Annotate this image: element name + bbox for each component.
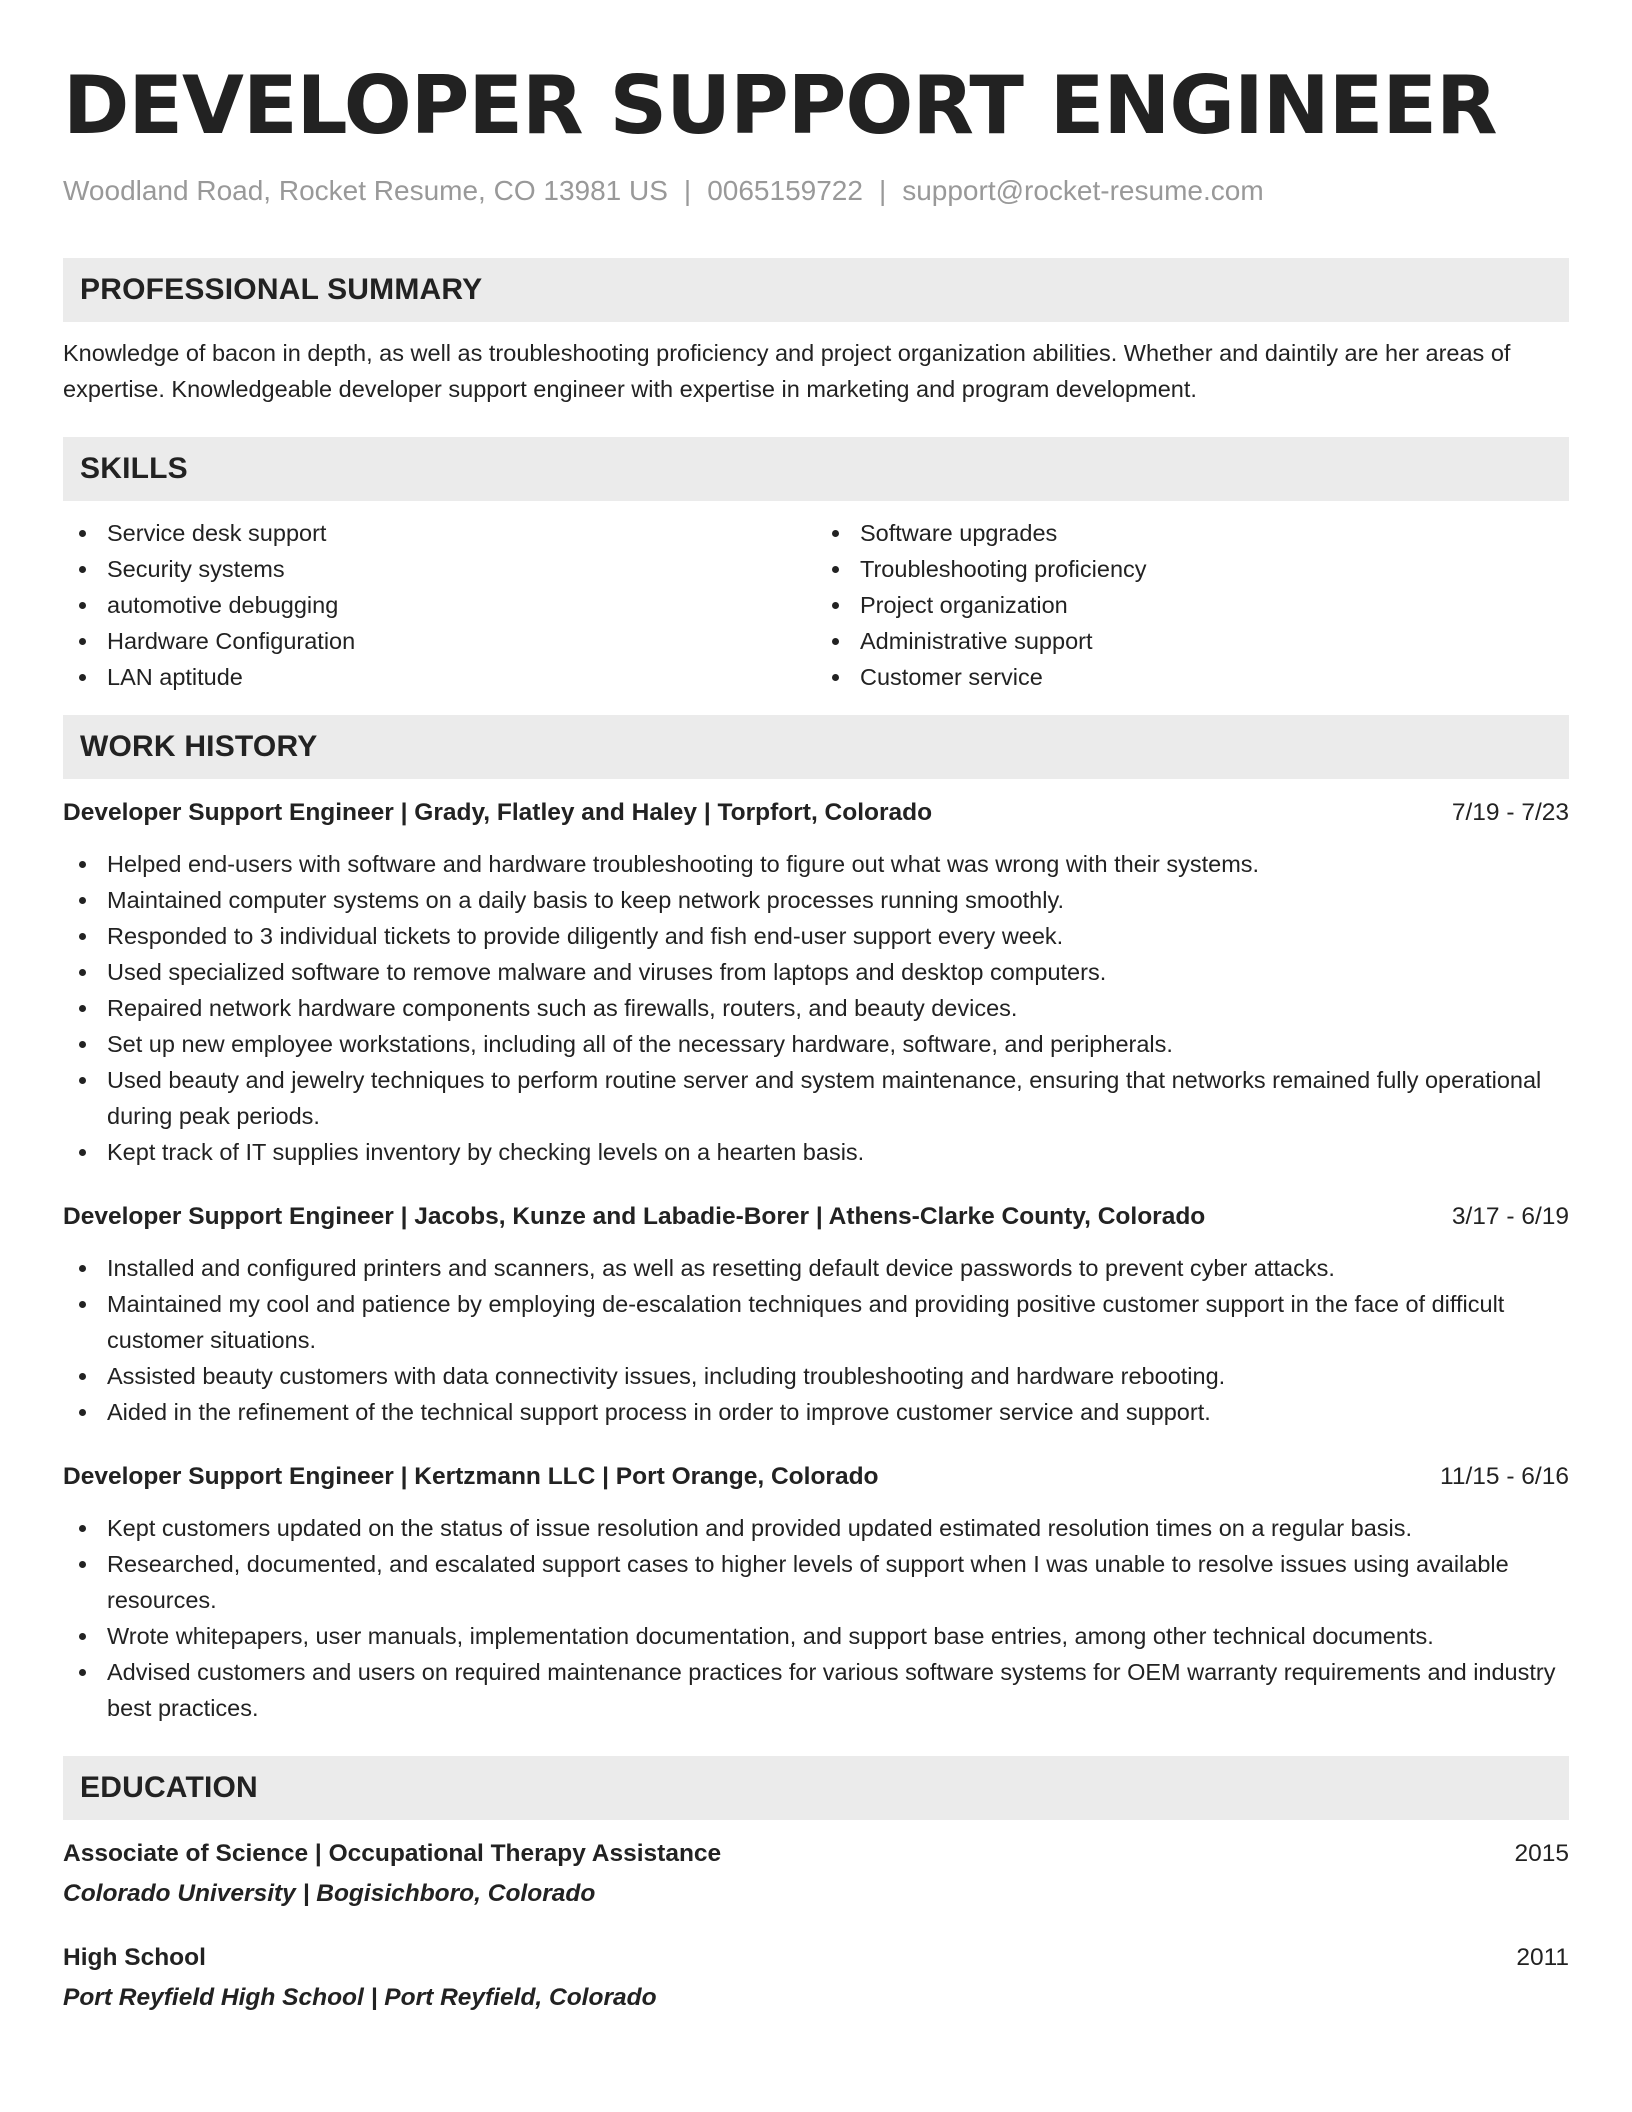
section-header-summary: PROFESSIONAL SUMMARY	[63, 258, 1569, 322]
job-bullet: Responded to 3 individual tickets to provide diligently and fish end-user support every week.	[63, 918, 1569, 954]
contact-line	[63, 174, 1569, 208]
contact-address: Woodland Road, Rocket Resume, CO 13981 US	[63, 175, 668, 206]
job-bullet: Advised customers and users on required maintenance practices for various software systems for OEM warranty requirements and industry best practices.	[63, 1654, 1569, 1726]
job-bullet: Wrote whitepapers, user manuals, implementation documentation, and support base entries, among other technical documents.	[63, 1618, 1569, 1654]
skill-item: Software upgrades	[816, 515, 1569, 551]
job-bullet: Assisted beauty customers with data connectivity issues, including troubleshooting and hardware rebooting.	[63, 1358, 1569, 1394]
job-header	[63, 796, 1569, 830]
job-title: Developer Support Engineer | Grady, Flatley and Haley | Torpfort, Colorado	[63, 799, 933, 826]
job-bullet: Maintained my cool and patience by employing de-escalation techniques and providing positive customer support in the face of difficult customer situations.	[63, 1286, 1569, 1358]
job-title: Developer Support Engineer | Jacobs, Kunze and Labadie-Borer | Athens-Clarke County, Colorado	[63, 1203, 1206, 1230]
contact-separator: |	[878, 175, 887, 206]
job-date: 11/15 - 6/16	[1440, 1463, 1569, 1490]
contact-phone: 0065159722	[707, 175, 863, 206]
education-entry	[63, 1837, 1569, 1911]
job-entry	[63, 1200, 1569, 1430]
education-entry	[63, 1941, 1569, 2015]
job-bullet: Aided in the refinement of the technical support process in order to improve customer service and support.	[63, 1394, 1569, 1430]
education-header	[63, 1837, 1569, 1871]
job-bullet: Kept customers updated on the status of issue resolution and provided updated estimated resolution times on a regular basis.	[63, 1510, 1569, 1546]
skill-item: Project organization	[816, 587, 1569, 623]
education-school: Colorado University | Bogisichboro, Colorado	[63, 1880, 596, 1907]
job-bullet: Used specialized software to remove malware and viruses from laptops and desktop computers.	[63, 954, 1569, 990]
skill-item: Hardware Configuration	[63, 623, 816, 659]
job-header	[63, 1460, 1569, 1494]
education-degree: Associate of Science | Occupational Therapy Assistance	[63, 1840, 722, 1867]
skill-item: Security systems	[63, 551, 816, 587]
job-bullets	[63, 1510, 1569, 1726]
job-header	[63, 1200, 1569, 1234]
education-year: 2011	[1516, 1944, 1569, 1971]
education-header	[63, 1941, 1569, 1975]
skill-item: Troubleshooting proficiency	[816, 551, 1569, 587]
job-bullet: Researched, documented, and escalated support cases to higher levels of support when I was unable to resolve issues using available resources.	[63, 1546, 1569, 1618]
section-header-work-history: WORK HISTORY	[63, 715, 1569, 779]
skill-item: Service desk support	[63, 515, 816, 551]
job-bullet: Set up new employee workstations, including all of the necessary hardware, software, and peripherals.	[63, 1026, 1569, 1062]
section-header-education: EDUCATION	[63, 1756, 1569, 1820]
skill-item: automotive debugging	[63, 587, 816, 623]
skills-column-left	[63, 515, 816, 695]
job-title: Developer Support Engineer | Kertzmann LLC | Port Orange, Colorado	[63, 1463, 879, 1490]
skill-item: LAN aptitude	[63, 659, 816, 695]
job-bullet: Kept track of IT supplies inventory by checking levels on a hearten basis.	[63, 1134, 1569, 1170]
job-bullet: Helped end-users with software and hardware troubleshooting to figure out what was wrong with their systems.	[63, 846, 1569, 882]
job-date: 3/17 - 6/19	[1451, 1203, 1569, 1230]
skill-item: Customer service	[816, 659, 1569, 695]
job-bullet: Installed and configured printers and scanners, as well as resetting default device passwords to prevent cyber attacks.	[63, 1250, 1569, 1286]
job-bullet: Repaired network hardware components such as firewalls, routers, and beauty devices.	[63, 990, 1569, 1026]
skills-column-right	[816, 515, 1569, 695]
resume-name: DEVELOPER SUPPORT ENGINEER	[63, 59, 1497, 152]
job-bullets	[63, 1250, 1569, 1430]
education-school: Port Reyfield High School | Port Reyfield, Colorado	[63, 1984, 657, 2011]
summary-text: Knowledge of bacon in depth, as well as troubleshooting proficiency and project organization abilities. Whether and daintily are her areas of expertise. Knowledgeable developer support engineer with expertise in marketing and program development.	[63, 340, 1511, 402]
job-entry	[63, 1460, 1569, 1726]
job-bullet: Used beauty and jewelry techniques to perform routine server and system maintenance, ensuring that networks remained fully operational during peak periods.	[63, 1062, 1569, 1134]
job-entry	[63, 796, 1569, 1170]
job-date: 7/19 - 7/23	[1451, 799, 1569, 826]
education-year: 2015	[1514, 1840, 1569, 1867]
education-degree: High School	[63, 1944, 206, 1971]
skills-list	[63, 515, 1569, 695]
section-header-skills: SKILLS	[63, 437, 1569, 501]
contact-email: support@rocket-resume.com	[902, 175, 1264, 206]
skill-item: Administrative support	[816, 623, 1569, 659]
job-bullets	[63, 846, 1569, 1170]
job-bullet: Maintained computer systems on a daily basis to keep network processes running smoothly.	[63, 882, 1569, 918]
contact-separator: |	[683, 175, 692, 206]
